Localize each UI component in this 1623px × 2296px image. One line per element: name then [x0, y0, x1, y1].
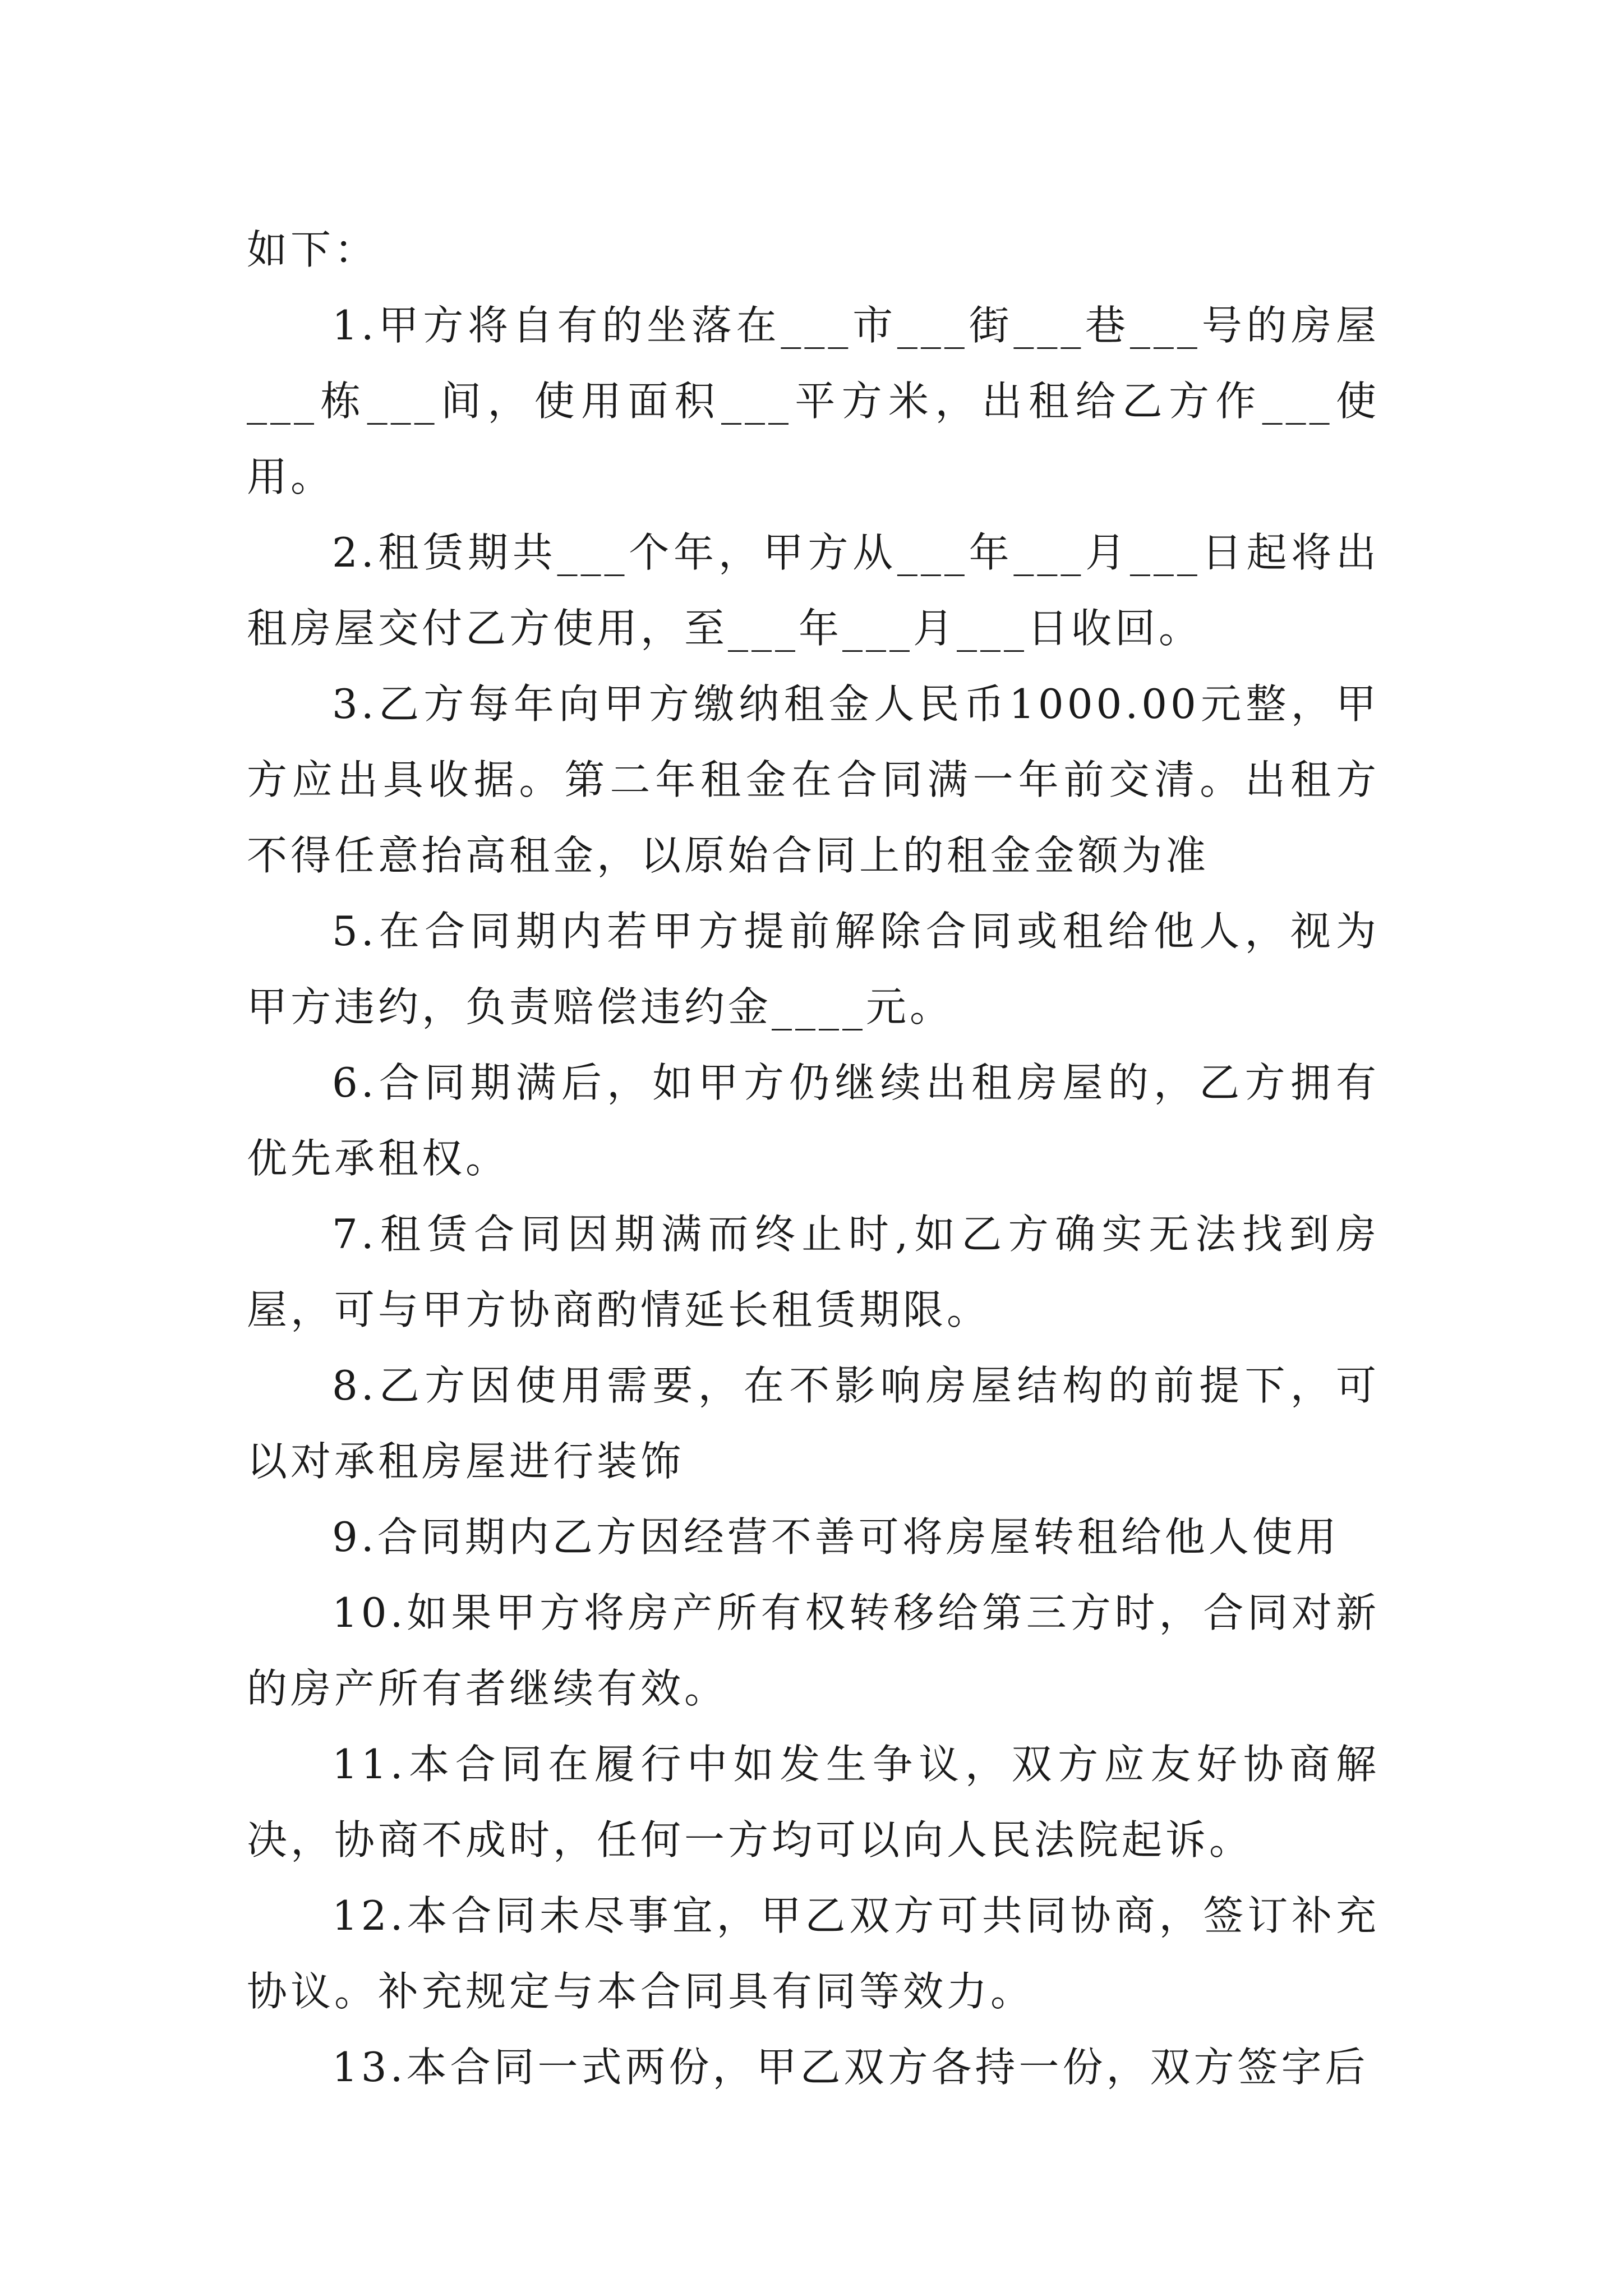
clause-2: 2.租赁期共___个年，甲方从___年___月___日起将出租房屋交付乙方使用，至___年___月___日收回。	[247, 529, 1380, 652]
clause-5: 5.在合同期内若甲方提前解除合同或租给他人，视为甲方违约，负责赔偿违约金____元。	[247, 908, 1380, 1030]
clause-8: 8.乙方因使用需要，在不影响房屋结构的前提下，可以对承租房屋进行装饰	[247, 1362, 1380, 1485]
clause-9: 9.合同期内乙方因经营不善可将房屋转租给他人使用	[332, 1513, 1340, 1561]
clause-3: 3.乙方每年向甲方缴纳租金人民币1000.00元整，甲方应出具收据。第二年租金在合同满一年前交清。出租方不得任意抬高租金，以原始合同上的租金金额为准	[247, 680, 1380, 879]
clause-12: 12.本合同未尽事宜，甲乙双方可共同协商，签订补充协议。补充规定与本合同具有同等效力。	[247, 1892, 1380, 2015]
clause-13: 13.本合同一式两份，甲乙双方各持一份，双方签字后	[332, 2044, 1369, 2091]
clause-10: 10.如果甲方将房产所有权转移给第三方时，合同对新的房产所有者继续有效。	[247, 1589, 1380, 1712]
clause-7: 7.租赁合同因期满而终止时,如乙方确实无法找到房屋，可与甲方协商酌情延长租赁期限。	[247, 1211, 1380, 1333]
clause-11: 11.本合同在履行中如发生争议，双方应友好协商解决，协商不成时，任何一方均可以向人民法院起诉。	[247, 1741, 1380, 1864]
clause-6: 6.合同期满后，如甲方仍继续出租房屋的，乙方拥有优先承租权。	[247, 1059, 1380, 1182]
document-body	[247, 212, 1380, 2105]
clause-1: 1.甲方将自有的坐落在___市___街___巷___号的房屋___栋___间，使用面积___平方米，出租给乙方作___使用。	[247, 302, 1380, 500]
paragraph-intro: 如下：	[247, 226, 379, 273]
